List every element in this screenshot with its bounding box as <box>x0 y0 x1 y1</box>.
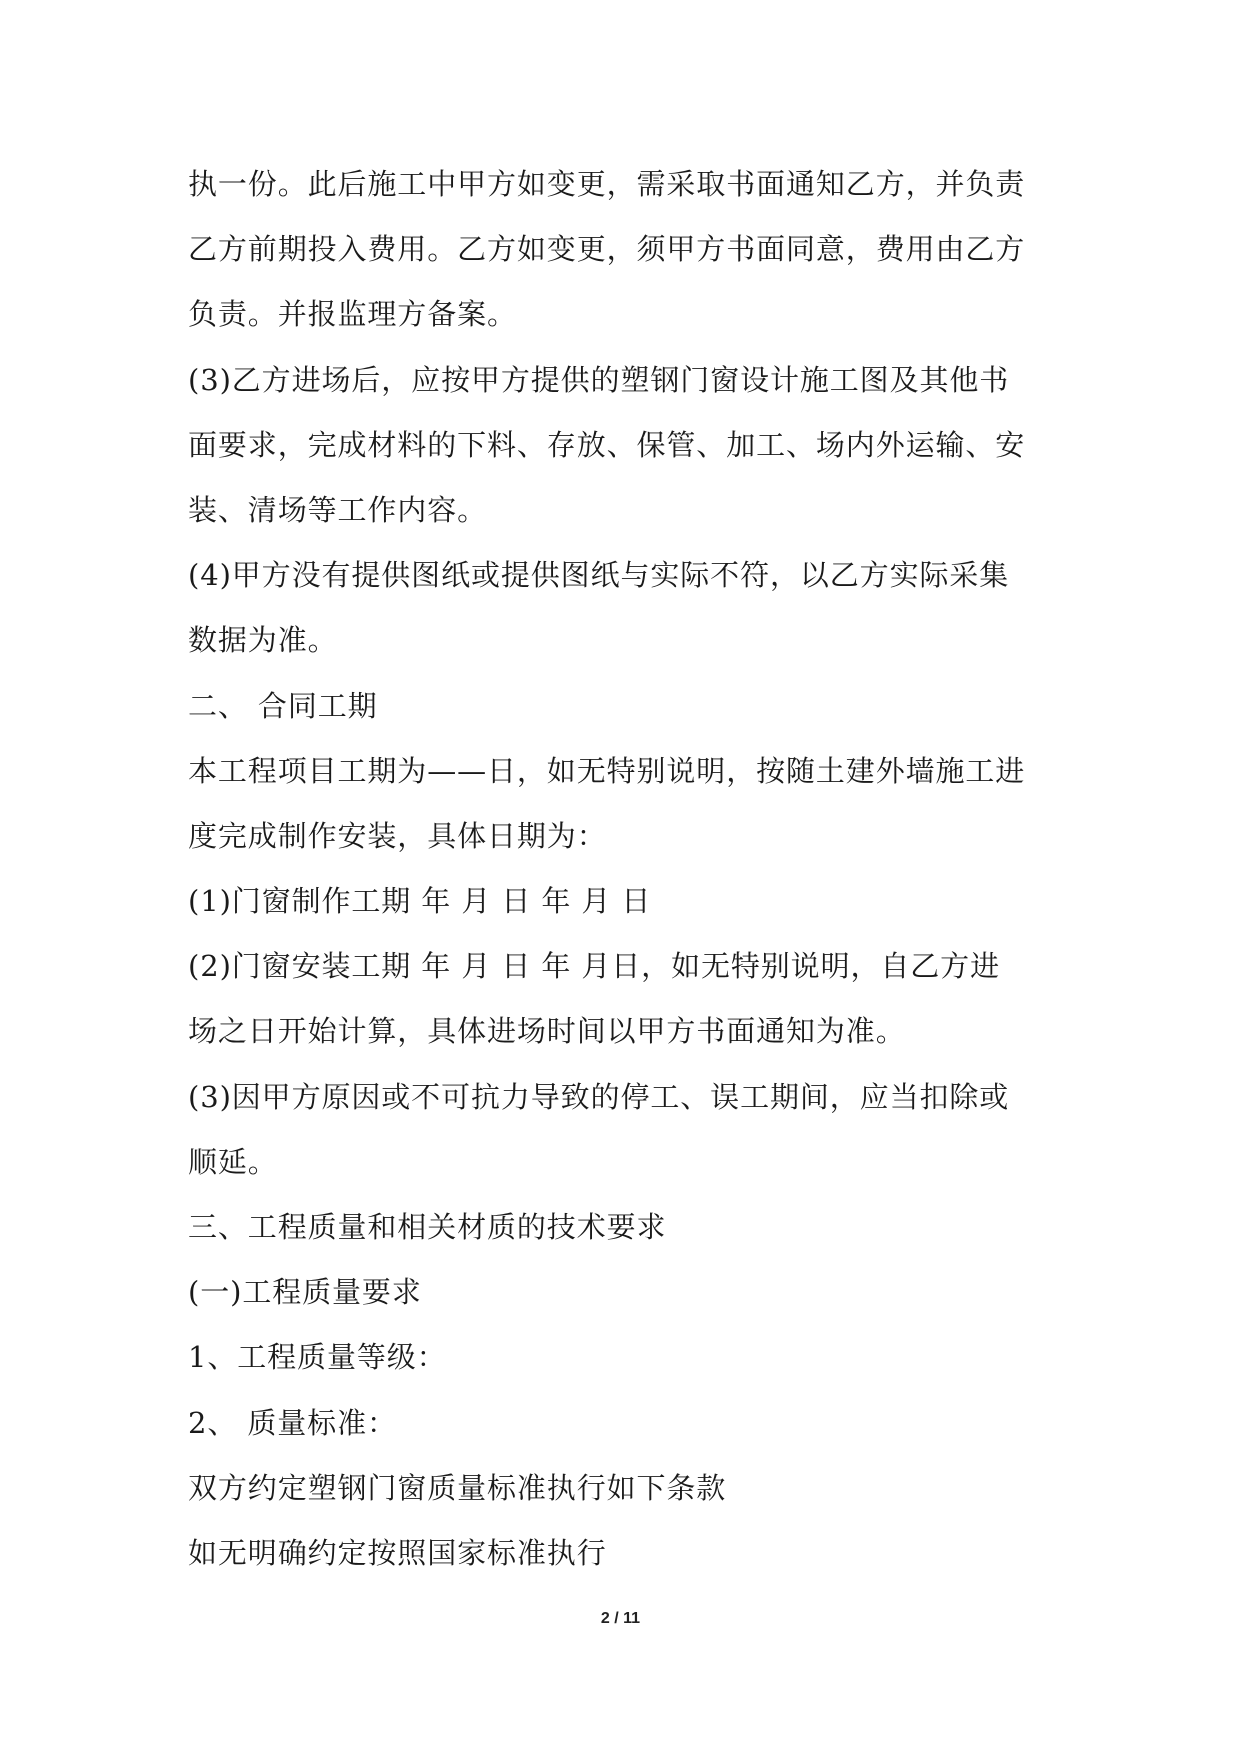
body-line: 负责。并报监理方备案。 <box>188 297 517 332</box>
section-heading: 三、工程质量和相关材质的技术要求 <box>188 1210 667 1244</box>
body-line: 数据为准。 <box>188 623 338 658</box>
body-line: (3)因甲方原因或不可抗力导致的停工、误工期间，应当扣除或 <box>188 1079 1010 1114</box>
body-line: 如无明确约定按照国家标准执行 <box>188 1535 607 1570</box>
body-line: (4)甲方没有提供图纸或提供图纸与实际不符，以乙方实际采集 <box>188 558 1010 593</box>
body-line: (2)门窗安装工期 年 月 日 年 月日，如无特别说明，自乙方进 <box>188 949 1000 984</box>
body-line: 执一份。此后施工中甲方如变更，需采取书面通知乙方，并负责 <box>188 167 1026 201</box>
body-line: 本工程项目工期为——日，如无特别说明，按随土建外墙施工进 <box>188 753 1026 788</box>
page-number: 2 / 11 <box>600 1610 641 1627</box>
body-line: 1、工程质量等级： <box>188 1340 447 1375</box>
subsection-heading: (一)工程质量要求 <box>188 1275 422 1310</box>
document-body <box>188 158 1058 1592</box>
body-line: 面要求，完成材料的下料、存放、保管、加工、场内外运输、安 <box>188 427 1026 462</box>
body-line: 双方约定塑钢门窗质量标准执行如下条款 <box>188 1470 727 1505</box>
body-line: 场之日开始计算，具体进场时间以甲方书面通知为准。 <box>188 1014 906 1049</box>
body-line: (3)乙方进场后，应按甲方提供的塑钢门窗设计施工图及其他书 <box>188 362 1010 397</box>
section-heading: 二、 合同工期 <box>188 688 378 723</box>
body-line: 顺延。 <box>188 1144 278 1179</box>
body-line: (1)门窗制作工期 年 月 日 年 月 日 <box>188 884 652 919</box>
body-line: 乙方前期投入费用。乙方如变更，须甲方书面同意，费用由乙方 <box>188 232 1026 267</box>
body-line: 度完成制作安装，具体日期为： <box>188 818 607 853</box>
body-line: 装、清场等工作内容。 <box>188 492 488 527</box>
body-line: 2、 质量标准： <box>188 1405 397 1440</box>
